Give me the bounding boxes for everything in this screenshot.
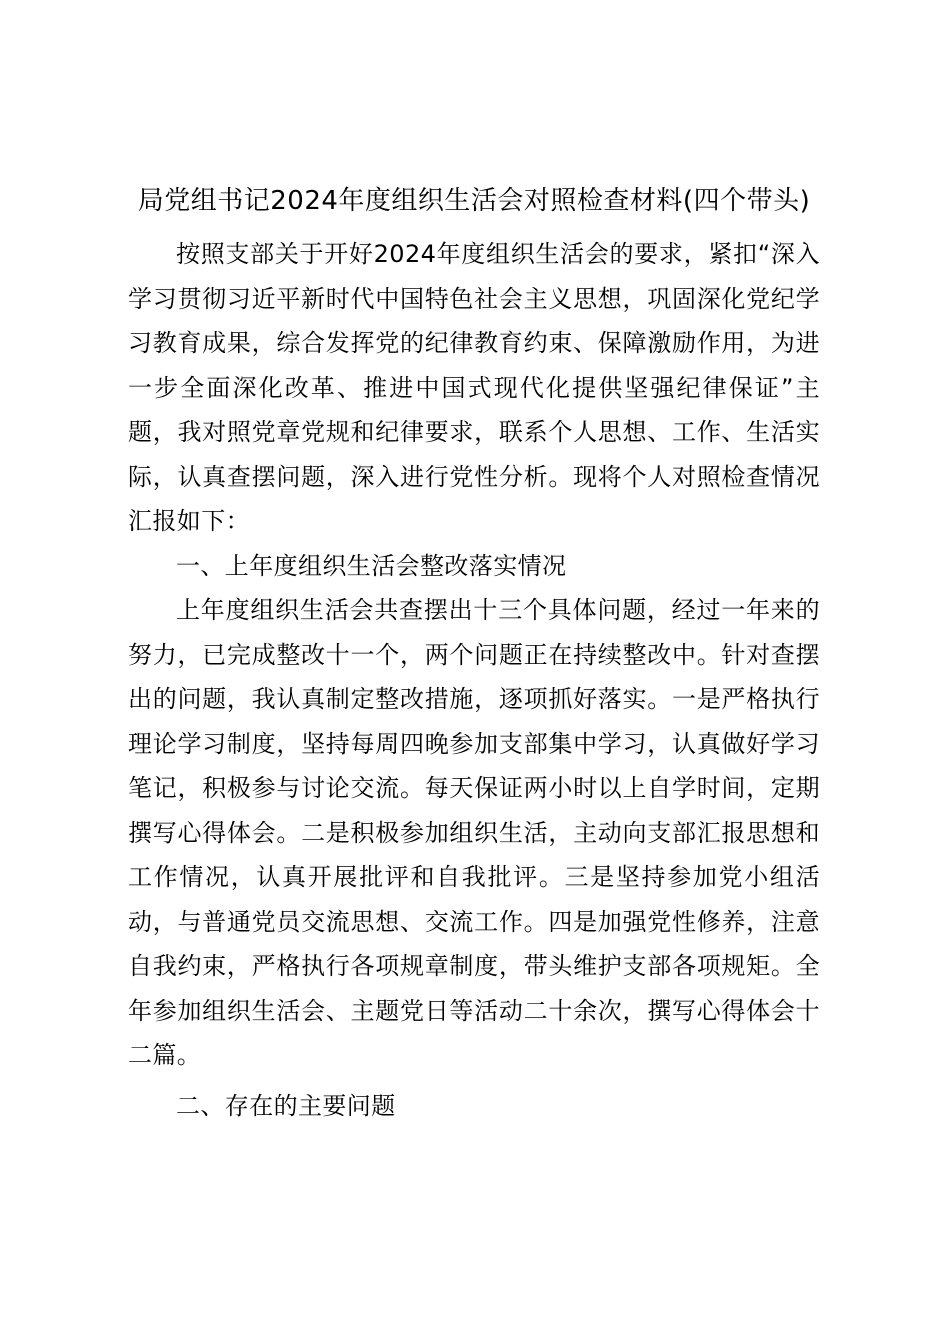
section-2-heading: 二、存在的主要问题: [176, 1091, 396, 1120]
document-title: 局党组书记2024年度组织生活会对照检查材料(四个带头): [137, 186, 811, 216]
section-1-paragraph: 上年度组织生活会共查摆出十三个具体问题，经过一年来的努力，已完成整改十一个，两个问题正在持续整改中。针对查摆出的问题，我认真制定整改措施，逐项抓好落实。一是严格执行理论学习制度，坚持每周四晚参加支部集中学习，认真做好学习笔记，积极参与讨论交流。每天保证两小时以上自学时间，定期撰写心得体会。二是积极参加组织生活，主动向支部汇报思想和工作情况，认真开展批评和自我批评。三是坚持参加党小组活动，与普通党员交流思想、交流工作。四是加强党性修养，注意自我约束，严格执行各项规章制度，带头维护支部各项规矩。全年参加组织生活会、主题党日等活动二十余次，撰写心得体会十二篇。: [128, 596, 820, 1069]
intro-paragraph: 按照支部关于开好2024年度组织生活会的要求，紧扣“深入学习贯彻习近平新时代中国特色社会主义思想，巩固深化党纪学习教育成果，综合发挥党的纪律教育约束、保障激励作用，为进一步全面深化改革、推进中国式现代化提供坚强纪律保证”主题，我对照党章党规和纪律要求，联系个人思想、工作、生活实际，认真查摆问题，深入进行党性分析。现将个人对照检查情况汇报如下：: [128, 240, 820, 535]
document-content: [128, 178, 820, 1128]
section-1-heading: 一、上年度组织生活会整改落实情况: [176, 551, 567, 580]
